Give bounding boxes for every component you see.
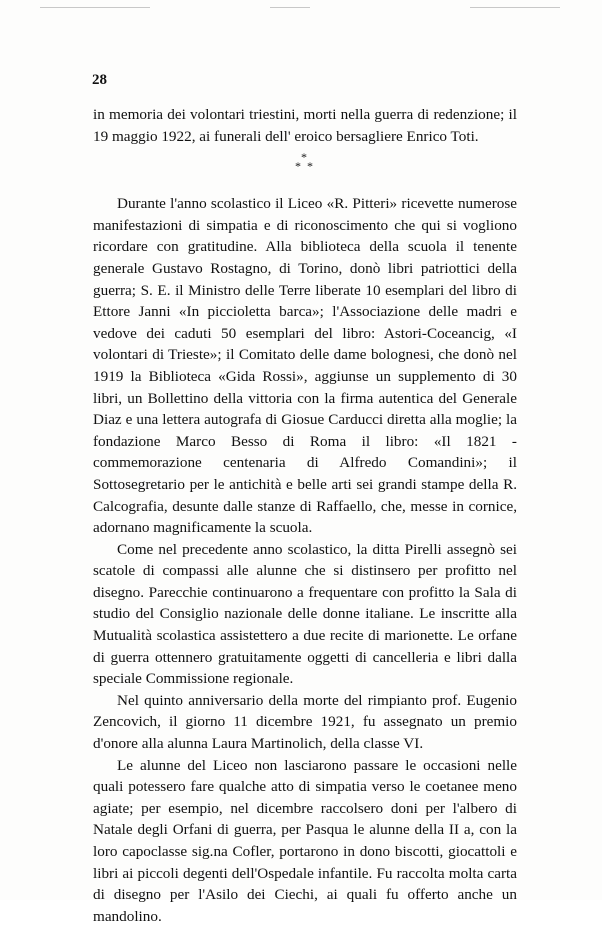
paragraph-donations: Durante l'anno scolastico il Liceo «R. Pitteri» ricevette numerose manifestazioni di simpatia e di riconoscimento che qui si vogliono ricordare con gratitudine. Alla biblioteca della scuola il tenente generale Gustavo Rostagno, di Torino, donò libri patriottici della guerra; S. E. il Ministro delle Terre liberate 10 esemplari del libro di Ettore Janni «In piccioletta barca»; l'Associazione delle madri e vedove dei caduti 50 esemplari del libro: Astori-Coceancig, «I volontari di Trieste»; il Comitato delle dame bolognesi, che donò nel 1919 la Biblioteca «Gida Rossi», aggiunse un supplemento di 30 libri, un Bollettino della vittoria con la firma autentica del Generale Diaz e una lettera autografa di Giosue Carducci diretta alla moglie; la fondazione Marco Besso di Roma il libro: «Il 1821 - commemorazione centenaria di Alfredo Comandini»; il Sottosegretario per le antichità e belle arti sei grandi stampe della R. Calcografia, desunte dalle stanze di Raffaello, che, messe in cornice, adornano magnificamente la scuola.	[93, 195, 517, 537]
paragraph-zencovich: Nel quinto anniversario della morte del rimpianto prof. Eugenio Zencovich, il giorno 11 dicembre 1921, fu assegnato un premio d'onore alla alunna Laura Martinolich, della classe VI.	[93, 691, 517, 753]
asterism-star-right: *	[307, 159, 313, 174]
paragraph-pirelli: Come nel precedente anno scolastico, la ditta Pirelli assegnò sei scatole di compassi alle alunne che si distinsero per profitto nel disegno. Parecchie continuarono a frequentare con profitto la Sala di studio del Consiglio nazionale delle donne italiane. Le inscritte alla Mutualità scolastica assistettero a due recite di marionette. Le orfane di guerra ottennero gratuitamente oggetti di cancelleria e libri dalla speciale Commissione regionale.	[93, 540, 517, 688]
body-text	[93, 104, 517, 927]
paragraph-continuation: in memoria dei volontari triestini, morti nella guerra di redenzione; il 19 maggio 1922, ai funerali dell' eroico bersagliere Enrico Toti.	[93, 106, 517, 145]
section-asterism	[93, 151, 517, 177]
asterism-star-top: *	[301, 150, 307, 165]
paragraph-charity: Le alunne del Liceo non lasciarono passare le occasioni nelle quali potessero fare qualche atto di simpatia verso le coetanee meno agiate; per esempio, nel dicembre raccolsero doni per l'albero di Natale degli Orfani di guerra, per Pasqua le alunne della II a, con la loro capoclasse sig.na Cofler, portarono in dono biscotti, giocattoli e libri ai piccoli degenti dell'Ospedale infantile. Fu raccolta molta carta di disegno per l'Asilo dei Ciechi, ai quali fu offerto anche un mandolino.	[93, 756, 517, 925]
scan-edge-marks	[0, 0, 602, 18]
page-number: 28	[92, 72, 107, 88]
asterism-star-left: *	[295, 159, 301, 174]
